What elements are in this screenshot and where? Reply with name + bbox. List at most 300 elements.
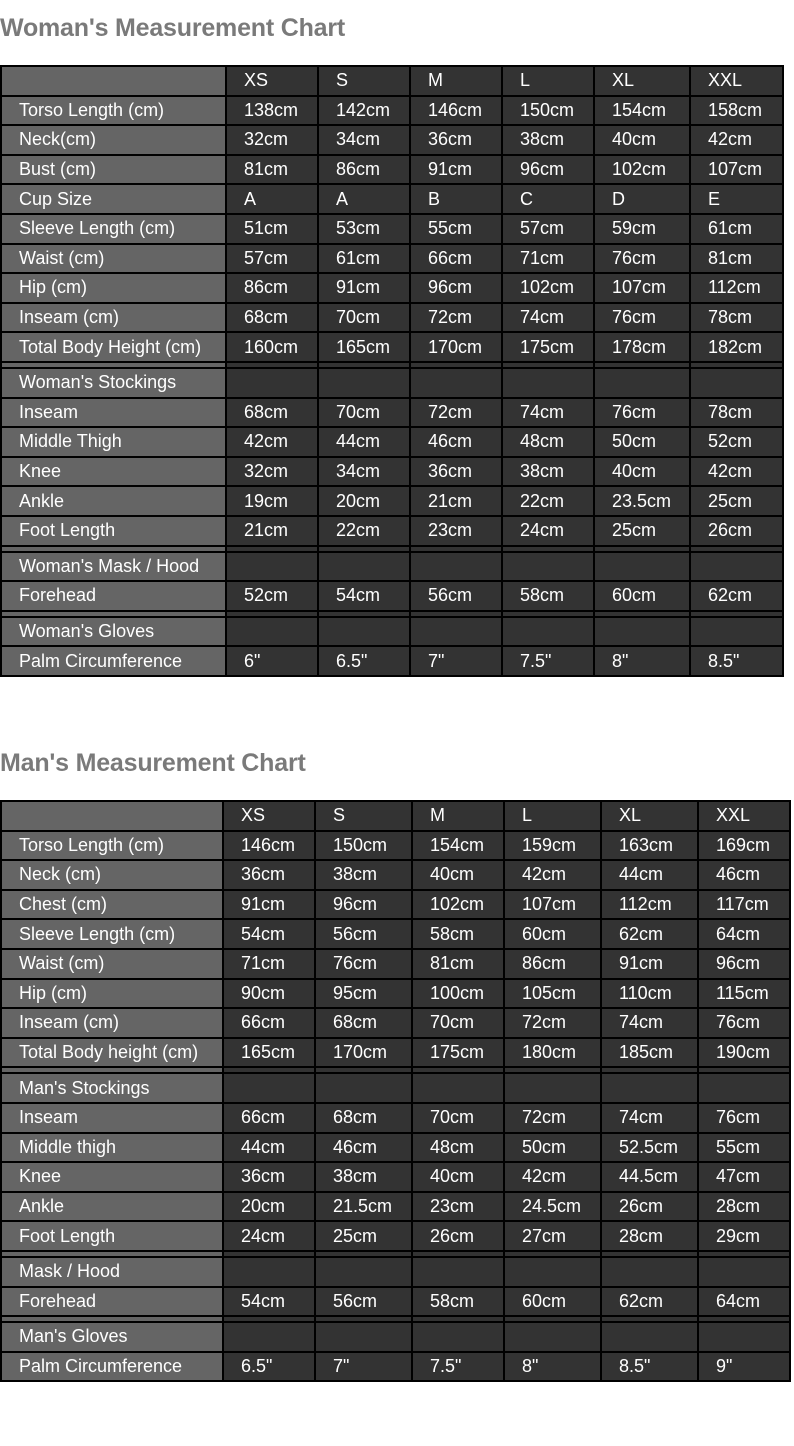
value-cell: 72cm xyxy=(504,1008,601,1038)
table-row xyxy=(1,427,783,457)
table-row xyxy=(1,646,783,676)
value-cell: 6.5" xyxy=(318,646,410,676)
size-header-cell: XS xyxy=(226,66,318,96)
value-cell: 175cm xyxy=(502,332,594,362)
table-row xyxy=(1,1192,790,1222)
table-row xyxy=(1,1257,790,1287)
value-cell: 24cm xyxy=(502,516,594,546)
value-cell: 9" xyxy=(698,1352,790,1382)
value-cell xyxy=(315,1257,412,1287)
table-row xyxy=(1,1322,790,1352)
value-cell: 40cm xyxy=(594,457,690,487)
table-row xyxy=(1,1352,790,1382)
men-measurement-table xyxy=(0,800,791,1382)
value-cell: 165cm xyxy=(318,332,410,362)
value-cell: A xyxy=(226,184,318,214)
size-header-cell: L xyxy=(504,801,601,831)
table-row xyxy=(1,273,783,303)
value-cell: 72cm xyxy=(410,303,502,333)
value-cell: 55cm xyxy=(410,214,502,244)
table-row xyxy=(1,184,783,214)
row-label: Waist (cm) xyxy=(1,244,226,274)
value-cell xyxy=(601,1073,698,1103)
value-cell: 102cm xyxy=(502,273,594,303)
value-cell: 74cm xyxy=(502,303,594,333)
value-cell xyxy=(318,617,410,647)
value-cell: 81cm xyxy=(690,244,783,274)
value-cell xyxy=(594,552,690,582)
men-chart-title: Man's Measurement Chart xyxy=(0,749,306,777)
row-label: Woman's Gloves xyxy=(1,617,226,647)
value-cell: 7" xyxy=(315,1352,412,1382)
row-label: Sleeve Length (cm) xyxy=(1,214,226,244)
table-row xyxy=(1,125,783,155)
size-header-cell: L xyxy=(502,66,594,96)
value-cell: 175cm xyxy=(412,1038,504,1068)
value-cell: 68cm xyxy=(226,303,318,333)
value-cell: 20cm xyxy=(318,486,410,516)
value-cell: 51cm xyxy=(226,214,318,244)
value-cell: 62cm xyxy=(690,581,783,611)
value-cell: 115cm xyxy=(698,979,790,1009)
value-cell: 36cm xyxy=(410,457,502,487)
table-row xyxy=(1,155,783,185)
table-row xyxy=(1,244,783,274)
value-cell: 32cm xyxy=(226,125,318,155)
table-row xyxy=(1,1008,790,1038)
value-cell: 38cm xyxy=(502,125,594,155)
value-cell xyxy=(601,1257,698,1287)
table-row xyxy=(1,486,783,516)
value-cell: 6" xyxy=(226,646,318,676)
value-cell: 28cm xyxy=(601,1221,698,1251)
value-cell: 34cm xyxy=(318,457,410,487)
row-label: Man's Stockings xyxy=(1,1073,223,1103)
table-row xyxy=(1,979,790,1009)
row-label: Middle Thigh xyxy=(1,427,226,457)
row-label: Man's Gloves xyxy=(1,1322,223,1352)
value-cell: 96cm xyxy=(698,949,790,979)
value-cell: 52cm xyxy=(690,427,783,457)
value-cell: 22cm xyxy=(502,486,594,516)
value-cell: 68cm xyxy=(226,398,318,428)
value-cell: 60cm xyxy=(504,919,601,949)
value-cell: 154cm xyxy=(594,96,690,126)
value-cell: 21cm xyxy=(226,516,318,546)
value-cell: 86cm xyxy=(318,155,410,185)
value-cell xyxy=(315,1322,412,1352)
size-header-cell: XL xyxy=(594,66,690,96)
value-cell: 36cm xyxy=(223,1162,315,1192)
value-cell: 107cm xyxy=(594,273,690,303)
value-cell: 110cm xyxy=(601,979,698,1009)
value-cell: 8" xyxy=(594,646,690,676)
row-label: Total Body Height (cm) xyxy=(1,332,226,362)
table-row xyxy=(1,214,783,244)
value-cell xyxy=(504,1322,601,1352)
value-cell: 66cm xyxy=(223,1008,315,1038)
value-cell: 52cm xyxy=(226,581,318,611)
value-cell: 56cm xyxy=(410,581,502,611)
size-header-row xyxy=(1,66,783,96)
value-cell xyxy=(226,552,318,582)
table-row xyxy=(1,398,783,428)
value-cell: 60cm xyxy=(504,1287,601,1317)
value-cell: 61cm xyxy=(690,214,783,244)
value-cell xyxy=(690,552,783,582)
row-label: Total Body height (cm) xyxy=(1,1038,223,1068)
value-cell: 59cm xyxy=(594,214,690,244)
value-cell xyxy=(594,368,690,398)
value-cell: 26cm xyxy=(412,1221,504,1251)
value-cell xyxy=(502,368,594,398)
value-cell: 56cm xyxy=(315,919,412,949)
value-cell: 20cm xyxy=(223,1192,315,1222)
value-cell: 42cm xyxy=(504,1162,601,1192)
table-row xyxy=(1,831,790,861)
value-cell: 40cm xyxy=(412,860,504,890)
table-row xyxy=(1,1073,790,1103)
value-cell: 42cm xyxy=(690,457,783,487)
value-cell: 29cm xyxy=(698,1221,790,1251)
table-row xyxy=(1,919,790,949)
size-header-cell: XXL xyxy=(698,801,790,831)
size-header-row xyxy=(1,801,790,831)
value-cell: 46cm xyxy=(698,860,790,890)
value-cell: C xyxy=(502,184,594,214)
value-cell: 64cm xyxy=(698,919,790,949)
row-label: Ankle xyxy=(1,486,226,516)
value-cell: 102cm xyxy=(412,890,504,920)
row-label: Torso Length (cm) xyxy=(1,831,223,861)
value-cell xyxy=(601,1322,698,1352)
size-header-cell: M xyxy=(410,66,502,96)
value-cell: 91cm xyxy=(601,949,698,979)
value-cell: 36cm xyxy=(410,125,502,155)
row-label: Inseam xyxy=(1,1103,223,1133)
value-cell: 25cm xyxy=(594,516,690,546)
table-row xyxy=(1,457,783,487)
row-label: Middle thigh xyxy=(1,1133,223,1163)
value-cell: 54cm xyxy=(223,1287,315,1317)
value-cell: 70cm xyxy=(318,398,410,428)
row-label: Woman's Mask / Hood xyxy=(1,552,226,582)
value-cell: 112cm xyxy=(601,890,698,920)
value-cell: 44cm xyxy=(318,427,410,457)
value-cell: 74cm xyxy=(601,1103,698,1133)
table-row xyxy=(1,332,783,362)
row-label: Inseam (cm) xyxy=(1,303,226,333)
value-cell: 170cm xyxy=(410,332,502,362)
value-cell: 78cm xyxy=(690,303,783,333)
value-cell: 7.5" xyxy=(412,1352,504,1382)
table-row xyxy=(1,1221,790,1251)
value-cell: 71cm xyxy=(223,949,315,979)
table-row xyxy=(1,949,790,979)
value-cell: 182cm xyxy=(690,332,783,362)
value-cell: 96cm xyxy=(502,155,594,185)
value-cell: 61cm xyxy=(318,244,410,274)
value-cell: 66cm xyxy=(223,1103,315,1133)
value-cell: 58cm xyxy=(412,919,504,949)
value-cell xyxy=(223,1257,315,1287)
value-cell: 81cm xyxy=(412,949,504,979)
value-cell: 24.5cm xyxy=(504,1192,601,1222)
value-cell: 7.5" xyxy=(502,646,594,676)
value-cell: 146cm xyxy=(410,96,502,126)
value-cell: 91cm xyxy=(223,890,315,920)
row-label: Inseam xyxy=(1,398,226,428)
value-cell: 76cm xyxy=(594,398,690,428)
value-cell: 38cm xyxy=(502,457,594,487)
value-cell: 76cm xyxy=(698,1008,790,1038)
value-cell: 185cm xyxy=(601,1038,698,1068)
table-row xyxy=(1,303,783,333)
value-cell: 95cm xyxy=(315,979,412,1009)
value-cell xyxy=(690,617,783,647)
size-header-cell: S xyxy=(318,66,410,96)
table-row xyxy=(1,552,783,582)
value-cell xyxy=(690,368,783,398)
value-cell: 40cm xyxy=(594,125,690,155)
value-cell: 96cm xyxy=(410,273,502,303)
value-cell: 54cm xyxy=(318,581,410,611)
value-cell: 74cm xyxy=(502,398,594,428)
value-cell: 78cm xyxy=(690,398,783,428)
table-row xyxy=(1,1287,790,1317)
value-cell: 62cm xyxy=(601,1287,698,1317)
value-cell xyxy=(698,1073,790,1103)
value-cell xyxy=(698,1257,790,1287)
value-cell: 24cm xyxy=(223,1221,315,1251)
value-cell: 54cm xyxy=(223,919,315,949)
row-label: Ankle xyxy=(1,1192,223,1222)
row-label: Foot Length xyxy=(1,516,226,546)
value-cell: 42cm xyxy=(504,860,601,890)
value-cell: 21.5cm xyxy=(315,1192,412,1222)
value-cell: 28cm xyxy=(698,1192,790,1222)
value-cell: 70cm xyxy=(318,303,410,333)
table-row xyxy=(1,1038,790,1068)
value-cell: 64cm xyxy=(698,1287,790,1317)
value-cell: 21cm xyxy=(410,486,502,516)
value-cell: 38cm xyxy=(315,860,412,890)
size-header-cell: S xyxy=(315,801,412,831)
row-label: Chest (cm) xyxy=(1,890,223,920)
value-cell: 22cm xyxy=(318,516,410,546)
row-label: Torso Length (cm) xyxy=(1,96,226,126)
value-cell: 52.5cm xyxy=(601,1133,698,1163)
value-cell: 190cm xyxy=(698,1038,790,1068)
value-cell: 56cm xyxy=(315,1287,412,1317)
row-label: Hip (cm) xyxy=(1,979,223,1009)
value-cell: 66cm xyxy=(410,244,502,274)
value-cell xyxy=(698,1322,790,1352)
women-chart-title: Woman's Measurement Chart xyxy=(0,14,346,42)
value-cell: 107cm xyxy=(690,155,783,185)
value-cell: E xyxy=(690,184,783,214)
value-cell: 8" xyxy=(504,1352,601,1382)
value-cell: 91cm xyxy=(410,155,502,185)
value-cell xyxy=(318,552,410,582)
value-cell: 34cm xyxy=(318,125,410,155)
value-cell: 68cm xyxy=(315,1008,412,1038)
table-row xyxy=(1,1103,790,1133)
row-label: Knee xyxy=(1,1162,223,1192)
table-row xyxy=(1,96,783,126)
value-cell: 60cm xyxy=(594,581,690,611)
value-cell: 26cm xyxy=(690,516,783,546)
value-cell xyxy=(226,617,318,647)
table-row xyxy=(1,617,783,647)
value-cell: 112cm xyxy=(690,273,783,303)
size-header-cell: XXL xyxy=(690,66,783,96)
value-cell: 48cm xyxy=(502,427,594,457)
row-label: Knee xyxy=(1,457,226,487)
table-row xyxy=(1,581,783,611)
value-cell: 70cm xyxy=(412,1103,504,1133)
value-cell: 46cm xyxy=(315,1133,412,1163)
value-cell: 8.5" xyxy=(601,1352,698,1382)
value-cell: 19cm xyxy=(226,486,318,516)
row-label: Hip (cm) xyxy=(1,273,226,303)
row-label: Palm Circumference xyxy=(1,646,226,676)
row-label: Foot Length xyxy=(1,1221,223,1251)
value-cell: 58cm xyxy=(502,581,594,611)
value-cell: 100cm xyxy=(412,979,504,1009)
row-label: Bust (cm) xyxy=(1,155,226,185)
value-cell xyxy=(410,368,502,398)
value-cell: 32cm xyxy=(226,457,318,487)
table-row xyxy=(1,860,790,890)
table-row xyxy=(1,1133,790,1163)
row-label: Neck (cm) xyxy=(1,860,223,890)
value-cell: 170cm xyxy=(315,1038,412,1068)
value-cell: 57cm xyxy=(226,244,318,274)
value-cell: 6.5" xyxy=(223,1352,315,1382)
value-cell: 180cm xyxy=(504,1038,601,1068)
value-cell: 25cm xyxy=(315,1221,412,1251)
size-header-cell: XS xyxy=(223,801,315,831)
value-cell xyxy=(502,552,594,582)
value-cell: 90cm xyxy=(223,979,315,1009)
value-cell: 53cm xyxy=(318,214,410,244)
value-cell: 163cm xyxy=(601,831,698,861)
value-cell: 74cm xyxy=(601,1008,698,1038)
value-cell: 146cm xyxy=(223,831,315,861)
value-cell: 91cm xyxy=(318,273,410,303)
value-cell: D xyxy=(594,184,690,214)
table-row xyxy=(1,890,790,920)
value-cell: 48cm xyxy=(412,1133,504,1163)
value-cell: 44.5cm xyxy=(601,1162,698,1192)
row-label: Waist (cm) xyxy=(1,949,223,979)
value-cell: A xyxy=(318,184,410,214)
value-cell: 44cm xyxy=(223,1133,315,1163)
value-cell: 159cm xyxy=(504,831,601,861)
row-label: Cup Size xyxy=(1,184,226,214)
value-cell: 169cm xyxy=(698,831,790,861)
table-row xyxy=(1,368,783,398)
value-cell: 70cm xyxy=(412,1008,504,1038)
row-label: Palm Circumference xyxy=(1,1352,223,1382)
value-cell xyxy=(226,368,318,398)
value-cell: 76cm xyxy=(594,244,690,274)
women-measurement-table xyxy=(0,65,784,677)
value-cell: 76cm xyxy=(594,303,690,333)
value-cell xyxy=(223,1073,315,1103)
value-cell xyxy=(223,1322,315,1352)
value-cell: 150cm xyxy=(315,831,412,861)
value-cell: 117cm xyxy=(698,890,790,920)
value-cell xyxy=(504,1257,601,1287)
table-row xyxy=(1,516,783,546)
value-cell xyxy=(594,617,690,647)
value-cell: 38cm xyxy=(315,1162,412,1192)
corner-cell xyxy=(1,801,223,831)
value-cell: 57cm xyxy=(502,214,594,244)
value-cell: B xyxy=(410,184,502,214)
value-cell: 86cm xyxy=(226,273,318,303)
value-cell: 81cm xyxy=(226,155,318,185)
row-label: Forehead xyxy=(1,1287,223,1317)
value-cell xyxy=(504,1073,601,1103)
value-cell: 27cm xyxy=(504,1221,601,1251)
value-cell: 107cm xyxy=(504,890,601,920)
value-cell: 96cm xyxy=(315,890,412,920)
value-cell xyxy=(410,617,502,647)
value-cell xyxy=(502,617,594,647)
size-header-cell: M xyxy=(412,801,504,831)
value-cell: 58cm xyxy=(412,1287,504,1317)
row-label: Sleeve Length (cm) xyxy=(1,919,223,949)
value-cell: 23cm xyxy=(410,516,502,546)
value-cell xyxy=(318,368,410,398)
value-cell xyxy=(412,1257,504,1287)
table-row xyxy=(1,1162,790,1192)
value-cell: 26cm xyxy=(601,1192,698,1222)
value-cell: 23.5cm xyxy=(594,486,690,516)
value-cell: 72cm xyxy=(410,398,502,428)
value-cell: 42cm xyxy=(690,125,783,155)
value-cell: 36cm xyxy=(223,860,315,890)
value-cell: 40cm xyxy=(412,1162,504,1192)
corner-cell xyxy=(1,66,226,96)
value-cell xyxy=(410,552,502,582)
value-cell: 158cm xyxy=(690,96,783,126)
value-cell: 25cm xyxy=(690,486,783,516)
value-cell: 160cm xyxy=(226,332,318,362)
value-cell: 71cm xyxy=(502,244,594,274)
value-cell: 44cm xyxy=(601,860,698,890)
row-label: Forehead xyxy=(1,581,226,611)
value-cell: 68cm xyxy=(315,1103,412,1133)
value-cell: 86cm xyxy=(504,949,601,979)
value-cell xyxy=(412,1073,504,1103)
value-cell: 7" xyxy=(410,646,502,676)
value-cell: 8.5" xyxy=(690,646,783,676)
value-cell: 178cm xyxy=(594,332,690,362)
value-cell: 105cm xyxy=(504,979,601,1009)
value-cell: 50cm xyxy=(594,427,690,457)
value-cell xyxy=(315,1073,412,1103)
value-cell: 62cm xyxy=(601,919,698,949)
value-cell: 55cm xyxy=(698,1133,790,1163)
row-label: Neck(cm) xyxy=(1,125,226,155)
value-cell: 102cm xyxy=(594,155,690,185)
value-cell: 47cm xyxy=(698,1162,790,1192)
row-label: Mask / Hood xyxy=(1,1257,223,1287)
